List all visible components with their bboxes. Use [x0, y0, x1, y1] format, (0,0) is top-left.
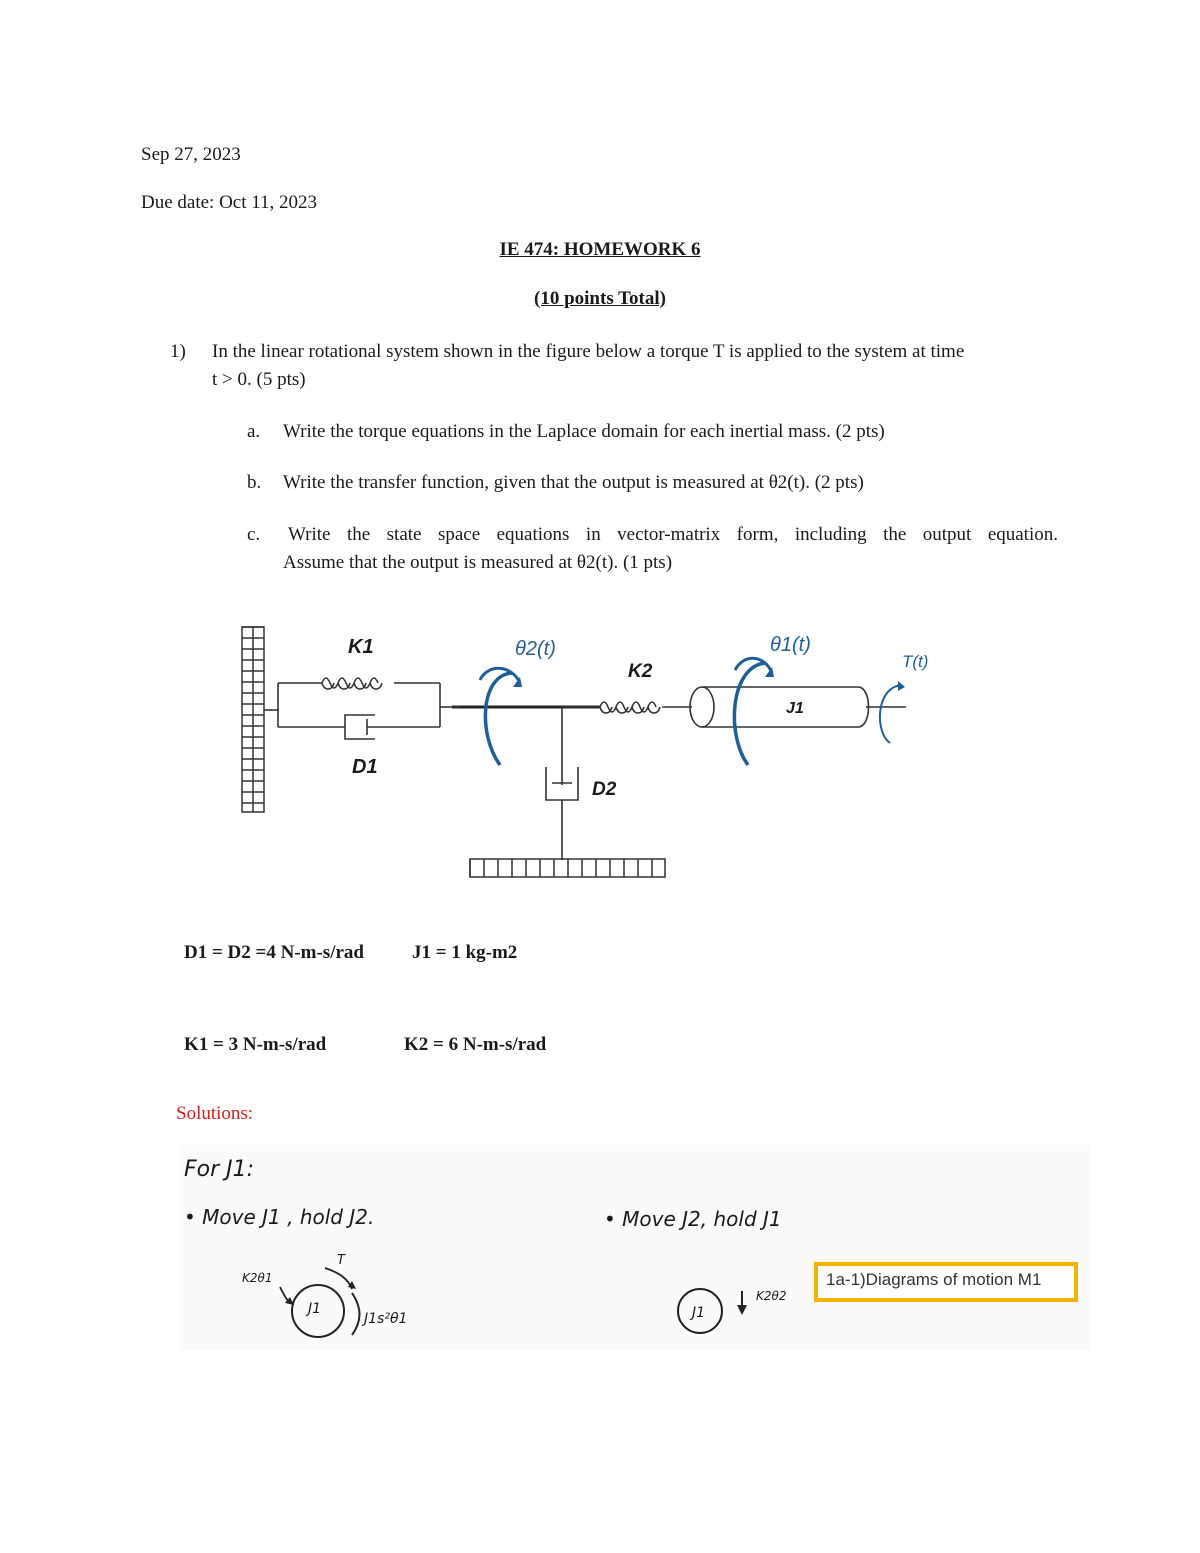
part-c-text: Write the state space equations in vector-matrix form, including the output equation.: [288, 524, 1058, 545]
k2-label: K2: [628, 661, 653, 682]
bullet-move-j2: • Move J2, hold J1: [604, 1207, 782, 1231]
theta2-rotation-arrow: [485, 673, 512, 765]
sketch-k2theta2-label: K2θ2: [756, 1289, 787, 1303]
d1-damper: [345, 715, 440, 739]
part-b-text: Write the transfer function, given that the output is measured at θ2(t). (2 pts): [283, 472, 864, 493]
question-number: 1): [170, 341, 186, 362]
param-j1-value: J1 = 1 kg-m2: [412, 942, 518, 963]
sketch-j1s2theta1-label: J1s²θ1: [364, 1311, 408, 1327]
d2-damper: [546, 707, 578, 860]
d2-label: D2: [592, 779, 617, 800]
sketch-move-j2: [660, 1265, 800, 1345]
sketch-t-label: T: [337, 1253, 345, 1268]
question-text-line1: In the linear rotational system shown in the figure below a torque T is applied to the system at time: [212, 341, 965, 362]
solutions-heading: Solutions:: [176, 1103, 254, 1124]
param-k1-value: K1 = 3 N-m-s/rad: [184, 1034, 327, 1055]
points-total: (10 points Total): [534, 288, 666, 309]
sketch-j1-label-b: J1: [692, 1305, 706, 1321]
left-wall: [242, 627, 264, 812]
k1-label: K1: [348, 636, 374, 658]
diagram-note-box: 1a-1)Diagrams of motion M1: [814, 1262, 1078, 1302]
k2-spring: [600, 702, 660, 713]
sketch-move-j1: [240, 1253, 460, 1348]
theta1-rotation-arrow: [734, 663, 765, 765]
torque-rotation-arrow: [880, 685, 902, 743]
handwritten-solution: [180, 1145, 1090, 1350]
j1-label: J1: [786, 700, 804, 717]
due-date: Due date: Oct 11, 2023: [141, 192, 318, 213]
k1-spring: [322, 678, 382, 689]
question-text-line2: t > 0. (5 pts): [212, 369, 306, 390]
theta2-label: θ2(t): [515, 638, 556, 660]
for-j1-heading: For J1:: [184, 1157, 255, 1182]
part-c-text-line2: Assume that the output is measured at θ2(t). (1 pts): [283, 552, 673, 573]
part-c-letter: c.: [247, 524, 261, 545]
bullet-move-j1: • Move J1 , hold J2.: [184, 1205, 375, 1229]
page-title: IE 474: HOMEWORK 6: [499, 239, 701, 260]
part-a-text: Write the torque equations in the Laplace domain for each inertial mass. (2 pts): [283, 421, 885, 442]
sketch-j1-label-a: J1: [308, 1301, 322, 1317]
param-k2-value: K2 = 6 N-m-s/rad: [404, 1034, 547, 1055]
theta1-label: θ1(t): [770, 634, 811, 656]
part-a-letter: a.: [247, 421, 261, 442]
ground: [470, 859, 665, 877]
param-d-values: D1 = D2 =4 N-m-s/rad: [184, 942, 364, 963]
d1-label: D1: [352, 756, 378, 778]
rotational-system-diagram: [230, 615, 950, 890]
part-b-letter: b.: [247, 472, 262, 493]
date: Sep 27, 2023: [141, 144, 241, 165]
sketch-k2theta1-label: K2θ1: [242, 1271, 273, 1285]
torque-label: T(t): [902, 652, 929, 671]
